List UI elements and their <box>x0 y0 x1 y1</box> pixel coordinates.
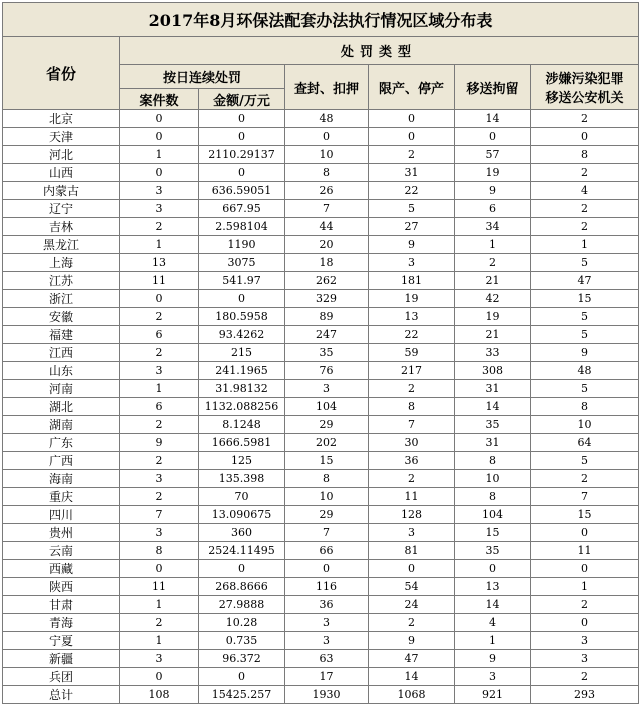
seizure-cell: 26 <box>285 182 369 200</box>
amount-cell: 215 <box>199 344 285 362</box>
case-count-cell: 0 <box>120 290 199 308</box>
limit-stop-cell: 47 <box>369 650 455 668</box>
crime-transfer-header <box>531 65 639 110</box>
seizure-cell: 0 <box>285 128 369 146</box>
province-cell: 上海 <box>3 254 120 272</box>
seizure-cell: 76 <box>285 362 369 380</box>
table-row <box>3 614 639 632</box>
seizure-cell: 29 <box>285 506 369 524</box>
detention-cell: 15 <box>455 524 531 542</box>
case-count-cell: 2 <box>120 452 199 470</box>
limit-stop-cell: 8 <box>369 398 455 416</box>
province-cell: 江西 <box>3 344 120 362</box>
seizure-cell: 3 <box>285 632 369 650</box>
crime-transfer-cell: 48 <box>531 362 639 380</box>
amount-cell: 360 <box>199 524 285 542</box>
province-cell: 海南 <box>3 470 120 488</box>
limit-stop-cell: 27 <box>369 218 455 236</box>
amount-cell: 15425.257 <box>199 686 285 704</box>
case-count-cell: 108 <box>120 686 199 704</box>
case-count-cell: 11 <box>120 578 199 596</box>
limit-stop-cell: 11 <box>369 488 455 506</box>
table-row <box>3 560 639 578</box>
amount-cell: 1666.5981 <box>199 434 285 452</box>
detention-header: 移送拘留 <box>455 65 531 110</box>
amount-cell: 0 <box>199 164 285 182</box>
province-cell: 陕西 <box>3 578 120 596</box>
detention-cell: 21 <box>455 326 531 344</box>
limit-stop-cell: 0 <box>369 560 455 578</box>
limit-stop-cell: 1068 <box>369 686 455 704</box>
detention-cell: 10 <box>455 470 531 488</box>
amount-cell: 2.598104 <box>199 218 285 236</box>
detention-cell: 6 <box>455 200 531 218</box>
limit-stop-cell: 54 <box>369 578 455 596</box>
seizure-cell: 1930 <box>285 686 369 704</box>
case-count-cell: 0 <box>120 668 199 686</box>
crime-transfer-cell: 2 <box>531 668 639 686</box>
province-header: 省份 <box>3 37 120 110</box>
seizure-cell: 20 <box>285 236 369 254</box>
seizure-cell: 202 <box>285 434 369 452</box>
detention-cell: 9 <box>455 182 531 200</box>
detention-cell: 104 <box>455 506 531 524</box>
crime-transfer-cell: 0 <box>531 560 639 578</box>
amount-cell: 0 <box>199 128 285 146</box>
crime-transfer-cell: 2 <box>531 200 639 218</box>
limit-stop-cell: 2 <box>369 470 455 488</box>
case-count-cell: 13 <box>120 254 199 272</box>
limit-stop-cell: 2 <box>369 380 455 398</box>
table-row <box>3 146 639 164</box>
province-cell: 吉林 <box>3 218 120 236</box>
crime-transfer-cell: 2 <box>531 218 639 236</box>
punishment-types-header: 处罚类型 <box>120 37 639 65</box>
limit-stop-cell: 36 <box>369 452 455 470</box>
table-row <box>3 326 639 344</box>
province-cell: 兵团 <box>3 668 120 686</box>
province-cell: 新疆 <box>3 650 120 668</box>
district-distribution-table <box>2 2 639 704</box>
detention-cell: 19 <box>455 164 531 182</box>
province-cell: 湖北 <box>3 398 120 416</box>
detention-cell: 308 <box>455 362 531 380</box>
amount-cell: 1132.088256 <box>199 398 285 416</box>
seizure-cell: 8 <box>285 164 369 182</box>
province-cell: 湖南 <box>3 416 120 434</box>
limit-stop-cell: 128 <box>369 506 455 524</box>
case-count-cell: 1 <box>120 236 199 254</box>
seizure-cell: 3 <box>285 614 369 632</box>
seizure-cell: 48 <box>285 110 369 128</box>
province-cell: 黑龙江 <box>3 236 120 254</box>
detention-cell: 14 <box>455 110 531 128</box>
detention-cell: 1 <box>455 236 531 254</box>
limit-stop-cell: 217 <box>369 362 455 380</box>
case-count-cell: 3 <box>120 524 199 542</box>
amount-cell: 2110.29137 <box>199 146 285 164</box>
seizure-cell: 247 <box>285 326 369 344</box>
amount-cell: 1190 <box>199 236 285 254</box>
case-count-cell: 0 <box>120 128 199 146</box>
limit-stop-cell: 22 <box>369 326 455 344</box>
crime-header-line2: 移送公安机关 <box>545 91 624 106</box>
table-row <box>3 488 639 506</box>
crime-transfer-cell: 3 <box>531 650 639 668</box>
seizure-cell: 10 <box>285 488 369 506</box>
amount-cell: 31.98132 <box>199 380 285 398</box>
crime-transfer-cell: 10 <box>531 416 639 434</box>
case-count-cell: 2 <box>120 614 199 632</box>
province-cell: 贵州 <box>3 524 120 542</box>
detention-cell: 14 <box>455 596 531 614</box>
table-row <box>3 128 639 146</box>
amount-cell: 27.9888 <box>199 596 285 614</box>
detention-cell: 35 <box>455 542 531 560</box>
seizure-cell: 89 <box>285 308 369 326</box>
province-cell: 广东 <box>3 434 120 452</box>
amount-cell: 541.97 <box>199 272 285 290</box>
case-count-header: 案件数 <box>120 89 199 110</box>
amount-cell: 13.090675 <box>199 506 285 524</box>
limit-stop-cell: 14 <box>369 668 455 686</box>
amount-cell: 0.735 <box>199 632 285 650</box>
table-row <box>3 290 639 308</box>
case-count-cell: 3 <box>120 200 199 218</box>
crime-transfer-cell: 2 <box>531 470 639 488</box>
province-cell: 内蒙古 <box>3 182 120 200</box>
table-row <box>3 236 639 254</box>
crime-transfer-cell: 5 <box>531 254 639 272</box>
amount-cell: 636.59051 <box>199 182 285 200</box>
crime-transfer-cell: 11 <box>531 542 639 560</box>
table-row <box>3 272 639 290</box>
amount-cell: 3075 <box>199 254 285 272</box>
limit-stop-cell: 3 <box>369 254 455 272</box>
case-count-cell: 6 <box>120 326 199 344</box>
crime-transfer-cell: 2 <box>531 164 639 182</box>
seizure-cell: 3 <box>285 380 369 398</box>
limit-stop-cell: 181 <box>369 272 455 290</box>
table-row <box>3 506 639 524</box>
table-row <box>3 632 639 650</box>
detention-cell: 0 <box>455 128 531 146</box>
seizure-header: 查封、扣押 <box>285 65 369 110</box>
crime-transfer-cell: 0 <box>531 524 639 542</box>
amount-cell: 0 <box>199 290 285 308</box>
crime-transfer-cell: 15 <box>531 506 639 524</box>
seizure-cell: 0 <box>285 560 369 578</box>
limit-stop-cell: 9 <box>369 236 455 254</box>
amount-cell: 0 <box>199 560 285 578</box>
table-row <box>3 110 639 128</box>
crime-transfer-cell: 4 <box>531 182 639 200</box>
limit-stop-cell: 30 <box>369 434 455 452</box>
detention-cell: 14 <box>455 398 531 416</box>
detention-cell: 8 <box>455 452 531 470</box>
table-row <box>3 218 639 236</box>
detention-cell: 21 <box>455 272 531 290</box>
detention-cell: 42 <box>455 290 531 308</box>
province-cell: 安徽 <box>3 308 120 326</box>
detention-cell: 35 <box>455 416 531 434</box>
table-row <box>3 524 639 542</box>
detention-cell: 57 <box>455 146 531 164</box>
detention-cell: 3 <box>455 668 531 686</box>
crime-transfer-cell: 5 <box>531 452 639 470</box>
amount-cell: 96.372 <box>199 650 285 668</box>
province-cell: 山东 <box>3 362 120 380</box>
detention-cell: 33 <box>455 344 531 362</box>
province-cell: 青海 <box>3 614 120 632</box>
case-count-cell: 2 <box>120 344 199 362</box>
case-count-cell: 0 <box>120 164 199 182</box>
limit-stop-cell: 9 <box>369 632 455 650</box>
case-count-cell: 1 <box>120 146 199 164</box>
amount-cell: 180.5958 <box>199 308 285 326</box>
amount-cell: 10.28 <box>199 614 285 632</box>
crime-transfer-cell: 1 <box>531 578 639 596</box>
crime-transfer-cell: 1 <box>531 236 639 254</box>
province-cell: 河南 <box>3 380 120 398</box>
total-row <box>3 686 639 704</box>
crime-transfer-cell: 7 <box>531 488 639 506</box>
seizure-cell: 8 <box>285 470 369 488</box>
detention-cell: 31 <box>455 380 531 398</box>
table-row <box>3 362 639 380</box>
province-cell: 河北 <box>3 146 120 164</box>
detention-cell: 13 <box>455 578 531 596</box>
province-cell: 浙江 <box>3 290 120 308</box>
amount-cell: 667.95 <box>199 200 285 218</box>
detention-cell: 2 <box>455 254 531 272</box>
table-row <box>3 164 639 182</box>
case-count-cell: 1 <box>120 632 199 650</box>
table-row <box>3 542 639 560</box>
detention-cell: 19 <box>455 308 531 326</box>
case-count-cell: 3 <box>120 182 199 200</box>
province-cell: 西藏 <box>3 560 120 578</box>
table-row <box>3 470 639 488</box>
crime-transfer-cell: 0 <box>531 128 639 146</box>
case-count-cell: 2 <box>120 416 199 434</box>
limit-stop-cell: 7 <box>369 416 455 434</box>
table-row <box>3 452 639 470</box>
seizure-cell: 35 <box>285 344 369 362</box>
case-count-cell: 1 <box>120 380 199 398</box>
detention-cell: 4 <box>455 614 531 632</box>
limit-stop-cell: 0 <box>369 110 455 128</box>
table-row <box>3 380 639 398</box>
crime-transfer-cell: 2 <box>531 110 639 128</box>
crime-transfer-cell: 9 <box>531 344 639 362</box>
crime-transfer-cell: 15 <box>531 290 639 308</box>
case-count-cell: 1 <box>120 596 199 614</box>
amount-cell: 2524.11495 <box>199 542 285 560</box>
amount-cell: 135.398 <box>199 470 285 488</box>
crime-transfer-cell: 8 <box>531 146 639 164</box>
table-row <box>3 398 639 416</box>
case-count-cell: 8 <box>120 542 199 560</box>
seizure-cell: 10 <box>285 146 369 164</box>
limit-stop-cell: 24 <box>369 596 455 614</box>
province-cell: 天津 <box>3 128 120 146</box>
amount-cell: 70 <box>199 488 285 506</box>
case-count-cell: 6 <box>120 398 199 416</box>
table-title: 2017年8月环保法配套办法执行情况区域分布表 <box>3 3 639 37</box>
limit-stop-cell: 31 <box>369 164 455 182</box>
seizure-cell: 36 <box>285 596 369 614</box>
province-cell: 总计 <box>3 686 120 704</box>
detention-cell: 1 <box>455 632 531 650</box>
limit-stop-cell: 0 <box>369 128 455 146</box>
amount-cell: 268.8666 <box>199 578 285 596</box>
crime-transfer-cell: 5 <box>531 308 639 326</box>
crime-transfer-cell: 2 <box>531 596 639 614</box>
limit-stop-cell: 2 <box>369 614 455 632</box>
case-count-cell: 2 <box>120 488 199 506</box>
seizure-cell: 15 <box>285 452 369 470</box>
case-count-cell: 9 <box>120 434 199 452</box>
seizure-cell: 7 <box>285 200 369 218</box>
amount-cell: 0 <box>199 110 285 128</box>
province-cell: 江苏 <box>3 272 120 290</box>
detention-cell: 9 <box>455 650 531 668</box>
crime-transfer-cell: 293 <box>531 686 639 704</box>
crime-header-line1: 涉嫌污染犯罪 <box>545 72 624 87</box>
table-row <box>3 596 639 614</box>
table-row <box>3 308 639 326</box>
limit-stop-cell: 5 <box>369 200 455 218</box>
crime-transfer-cell: 47 <box>531 272 639 290</box>
province-cell: 重庆 <box>3 488 120 506</box>
seizure-cell: 7 <box>285 524 369 542</box>
table-row <box>3 416 639 434</box>
table-row <box>3 650 639 668</box>
case-count-cell: 2 <box>120 218 199 236</box>
seizure-cell: 63 <box>285 650 369 668</box>
table-row <box>3 200 639 218</box>
crime-transfer-cell: 8 <box>531 398 639 416</box>
province-cell: 广西 <box>3 452 120 470</box>
province-cell: 山西 <box>3 164 120 182</box>
amount-cell: 125 <box>199 452 285 470</box>
detention-cell: 31 <box>455 434 531 452</box>
seizure-cell: 29 <box>285 416 369 434</box>
limit-stop-cell: 81 <box>369 542 455 560</box>
seizure-cell: 329 <box>285 290 369 308</box>
table-row <box>3 254 639 272</box>
province-cell: 宁夏 <box>3 632 120 650</box>
detention-cell: 8 <box>455 488 531 506</box>
limit-stop-cell: 3 <box>369 524 455 542</box>
province-cell: 云南 <box>3 542 120 560</box>
amount-header: 金额/万元 <box>199 89 285 110</box>
case-count-cell: 3 <box>120 470 199 488</box>
table-row <box>3 434 639 452</box>
case-count-cell: 11 <box>120 272 199 290</box>
amount-cell: 93.4262 <box>199 326 285 344</box>
amount-cell: 0 <box>199 668 285 686</box>
crime-transfer-cell: 5 <box>531 326 639 344</box>
province-cell: 北京 <box>3 110 120 128</box>
crime-transfer-cell: 64 <box>531 434 639 452</box>
seizure-cell: 17 <box>285 668 369 686</box>
seizure-cell: 44 <box>285 218 369 236</box>
case-count-cell: 2 <box>120 308 199 326</box>
province-cell: 辽宁 <box>3 200 120 218</box>
limit-stop-cell: 59 <box>369 344 455 362</box>
crime-transfer-cell: 5 <box>531 380 639 398</box>
case-count-cell: 3 <box>120 650 199 668</box>
case-count-cell: 0 <box>120 110 199 128</box>
table-row <box>3 668 639 686</box>
case-count-cell: 7 <box>120 506 199 524</box>
limit-stop-cell: 22 <box>369 182 455 200</box>
limit-stop-header: 限产、停产 <box>369 65 455 110</box>
case-count-cell: 3 <box>120 362 199 380</box>
limit-stop-cell: 19 <box>369 290 455 308</box>
table-row <box>3 182 639 200</box>
province-cell: 福建 <box>3 326 120 344</box>
table-row <box>3 344 639 362</box>
amount-cell: 241.1965 <box>199 362 285 380</box>
crime-transfer-cell: 3 <box>531 632 639 650</box>
seizure-cell: 262 <box>285 272 369 290</box>
seizure-cell: 116 <box>285 578 369 596</box>
detention-cell: 34 <box>455 218 531 236</box>
case-count-cell: 0 <box>120 560 199 578</box>
daily-penalty-header: 按日连续处罚 <box>120 65 285 89</box>
table-row <box>3 578 639 596</box>
seizure-cell: 18 <box>285 254 369 272</box>
amount-cell: 8.1248 <box>199 416 285 434</box>
province-cell: 甘肃 <box>3 596 120 614</box>
limit-stop-cell: 2 <box>369 146 455 164</box>
limit-stop-cell: 13 <box>369 308 455 326</box>
seizure-cell: 66 <box>285 542 369 560</box>
crime-transfer-cell: 0 <box>531 614 639 632</box>
seizure-cell: 104 <box>285 398 369 416</box>
detention-cell: 921 <box>455 686 531 704</box>
province-cell: 四川 <box>3 506 120 524</box>
detention-cell: 0 <box>455 560 531 578</box>
